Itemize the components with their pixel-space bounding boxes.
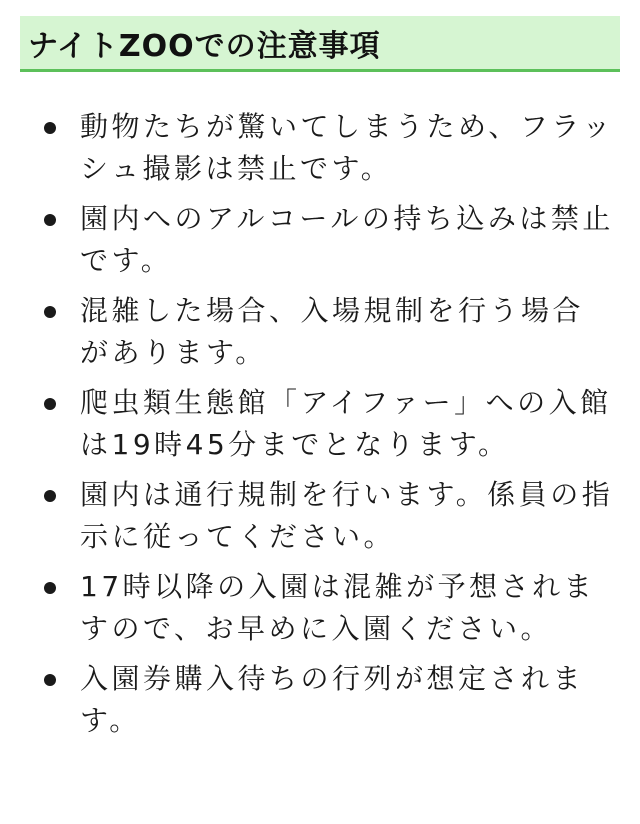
notice-text: 17時以降の入園は混雑が予想されますので、お早めに入園ください。 — [80, 570, 596, 645]
notice-list — [40, 106, 615, 750]
list-item — [40, 198, 615, 282]
bullet-icon — [44, 122, 56, 134]
notice-text: 園内は通行規制を行います。係員の指示に従ってください。 — [80, 478, 614, 553]
bullet-icon — [44, 674, 56, 686]
list-item — [40, 106, 615, 190]
list-item — [40, 566, 615, 650]
list-item — [40, 474, 615, 558]
bullet-icon — [44, 582, 56, 594]
bullet-icon — [44, 490, 56, 502]
page-title: ナイトZOOでの注意事項 — [28, 28, 381, 64]
notice-text: 爬虫類生態館「アイファー」への入館は19時45分までとなります。 — [80, 386, 612, 461]
notice-text: 園内へのアルコールの持ち込みは禁止です。 — [80, 202, 614, 277]
bullet-icon — [44, 306, 56, 318]
bullet-icon — [44, 214, 56, 226]
list-item — [40, 658, 615, 742]
notice-text: 混雑した場合、入場規制を行う場合があります。 — [80, 294, 585, 369]
bullet-icon — [44, 398, 56, 410]
section-header — [20, 16, 620, 72]
notice-text: 入園券購入待ちの行列が想定されます。 — [80, 662, 585, 737]
list-item — [40, 382, 615, 466]
list-item — [40, 290, 615, 374]
notice-text: 動物たちが驚いてしまうため、フラッシュ撮影は禁止です。 — [80, 110, 614, 185]
